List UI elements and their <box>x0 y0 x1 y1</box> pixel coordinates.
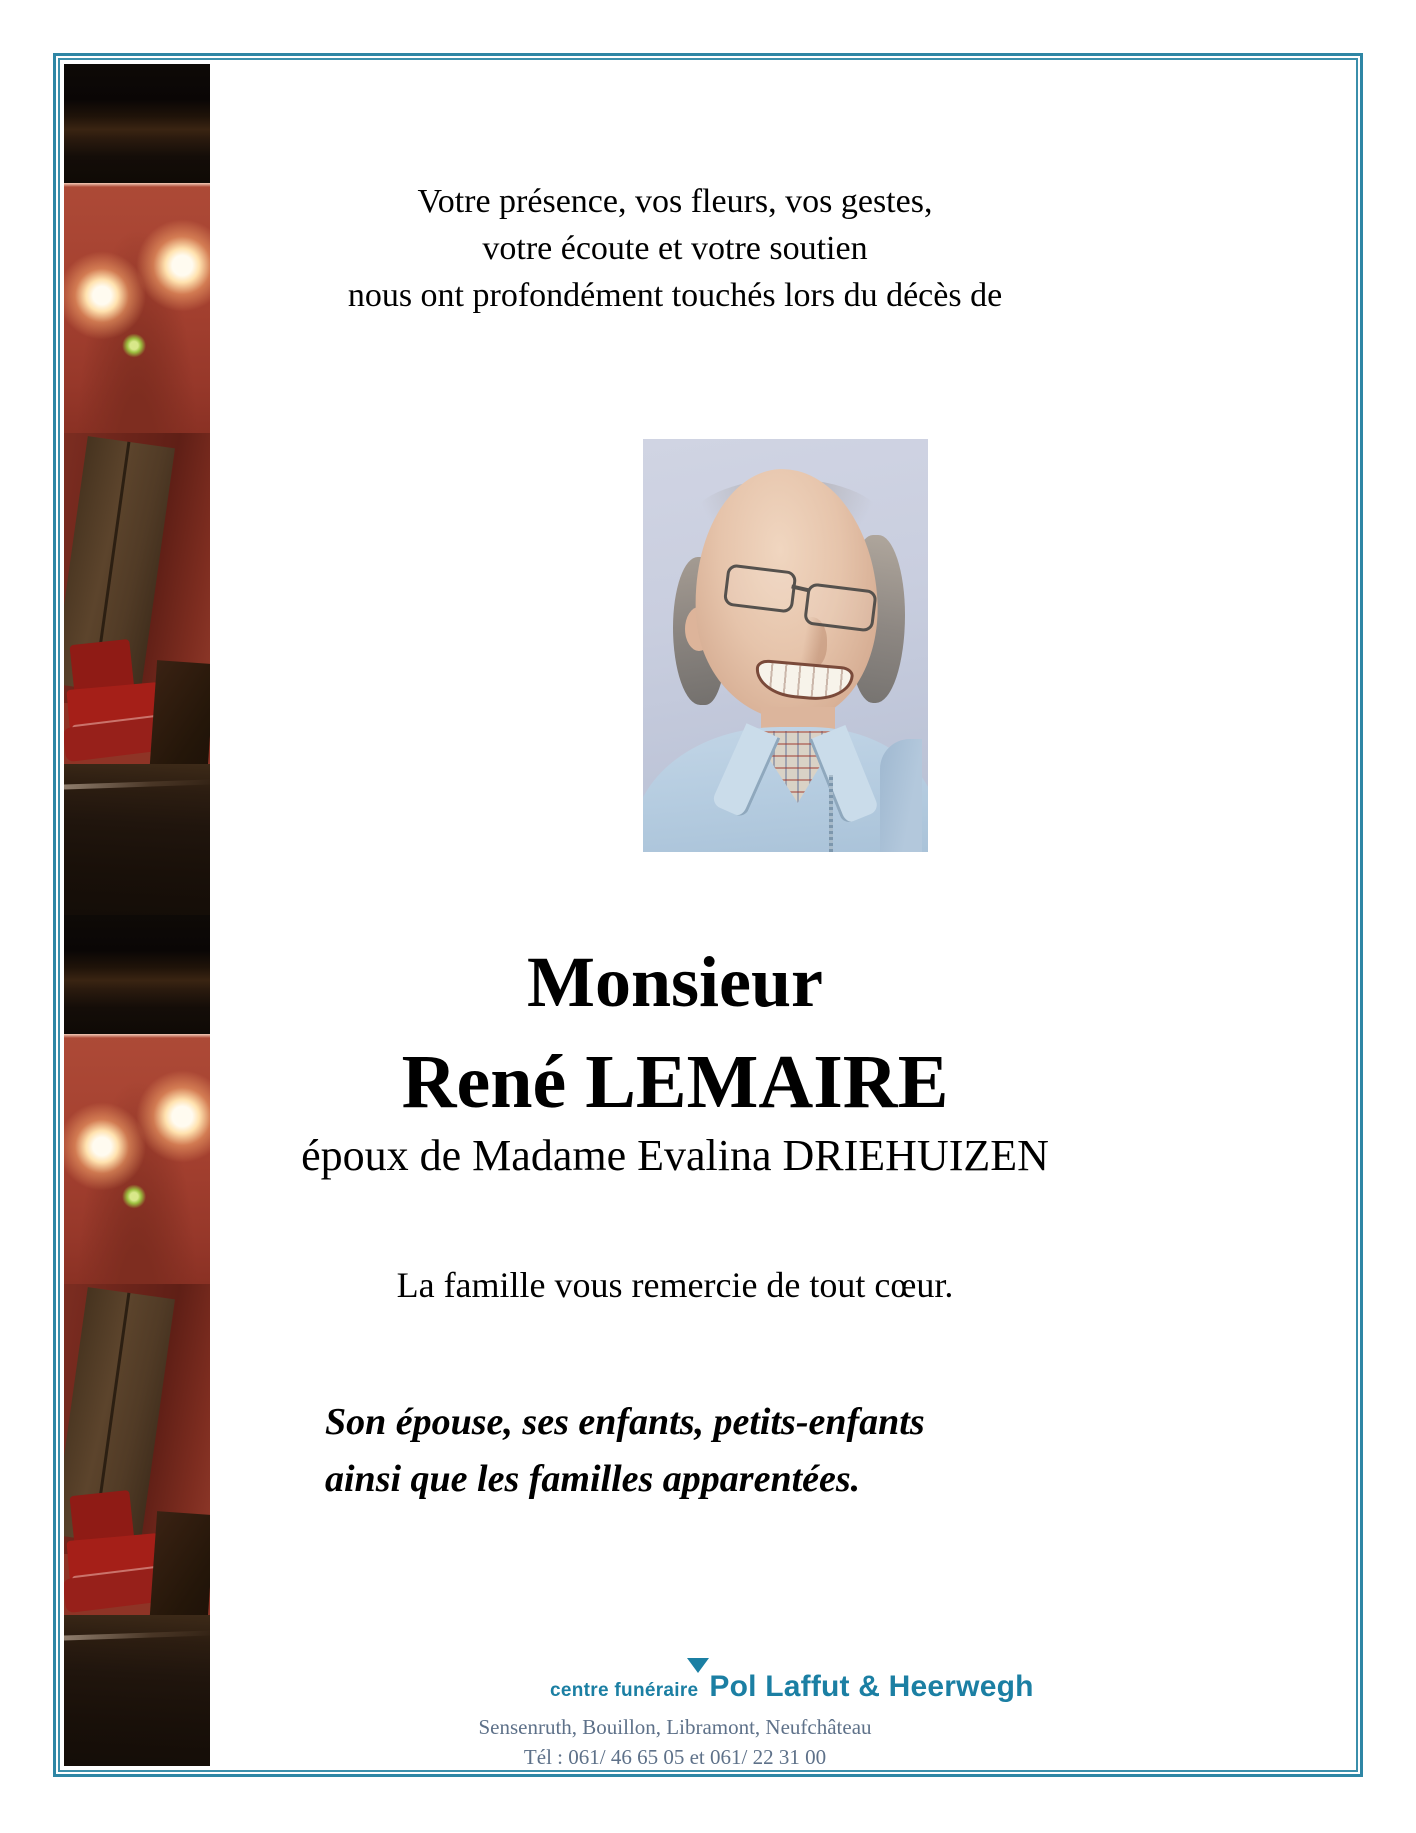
photo-ceiling-area <box>64 915 210 1034</box>
signature-line-1: Son épouse, ses enfants, petits-enfants <box>325 1401 925 1443</box>
intro-text <box>210 178 1140 319</box>
deceased-salutation: Monsieur <box>527 942 823 1022</box>
side-photo-strip <box>64 64 210 1766</box>
photo-red-wall-with-lights <box>64 183 210 433</box>
interior-photo-top <box>64 64 210 915</box>
portrait-photo <box>643 439 928 852</box>
footer-phone: Tél : 061/ 46 65 05 et 061/ 22 31 00 <box>523 1745 827 1769</box>
footer-locations: Sensenruth, Bouillon, Libramont, Neufchâteau <box>478 1715 872 1739</box>
family-signature <box>325 1394 925 1508</box>
thanks-line: La famille vous remercie de tout cœur. <box>396 1265 954 1305</box>
interior-photo-bottom <box>64 915 210 1766</box>
signature-line-2: ainsi que les familles apparentées. <box>325 1458 861 1500</box>
brand-name: Pol Laffut & Heerwegh <box>709 1670 1034 1703</box>
photo-floor-area <box>64 1615 210 1766</box>
funeral-home-logo <box>550 1670 1034 1704</box>
photo-floor-area <box>64 764 210 915</box>
deceased-relation: époux de Madame Evalina DRIEHUIZEN <box>301 1131 1049 1180</box>
triangle-down-icon <box>687 1658 709 1673</box>
deceased-name: René LEMAIRE <box>401 1040 949 1124</box>
hood-edge <box>880 739 922 852</box>
brand-prefix: centre funéraire <box>550 1680 699 1701</box>
zipper <box>829 775 833 852</box>
intro-line-3: nous ont profondément touchés lors du décès de <box>347 277 1003 314</box>
intro-line-2: votre écoute et votre soutien <box>482 230 868 267</box>
photo-ceiling-area <box>64 64 210 183</box>
intro-line-1: Votre présence, vos fleurs, vos gestes, <box>417 183 933 220</box>
photo-red-wall-with-lights <box>64 1034 210 1284</box>
